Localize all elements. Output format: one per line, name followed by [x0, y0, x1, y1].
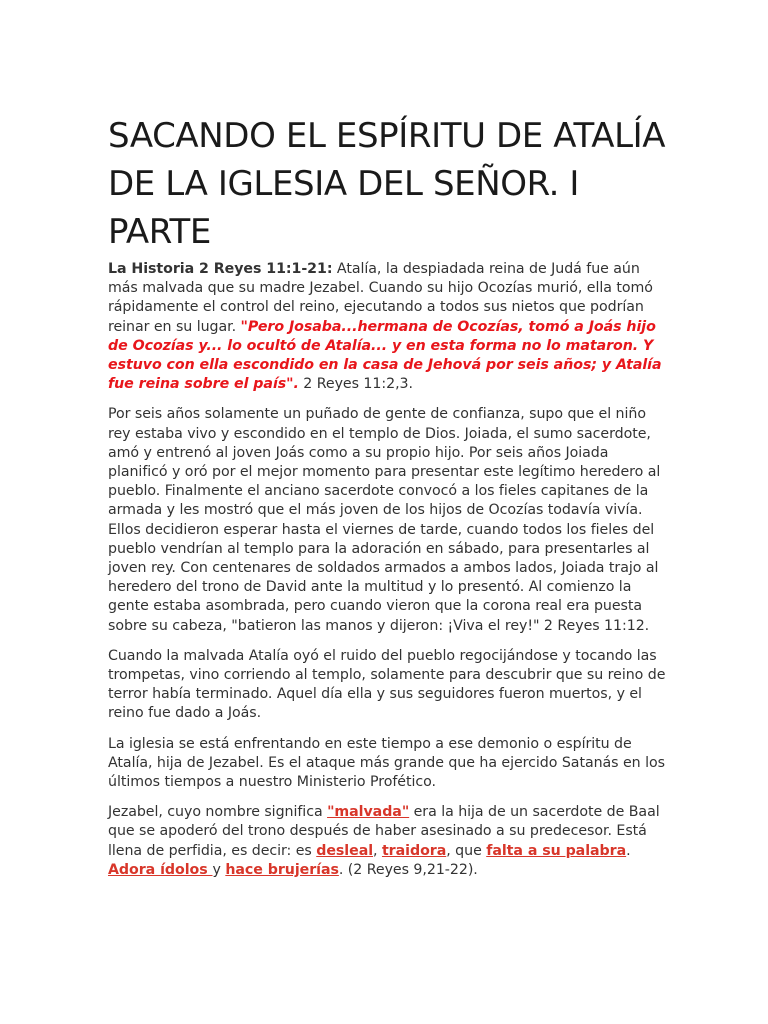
link-adora-idolos[interactable]: Adora ídolos [108, 861, 213, 878]
link-falta-a-su-palabra[interactable]: falta a su palabra [486, 842, 627, 859]
paragraph-3: Cuando la malvada Atalía oyó el ruido del pueblo regocijándose y tocando las trompetas, vino corriendo al templo, solamente para descubrir que su reino de terror había terminado. Aquel día ella y sus seguidores fueron muertos, y el reino fue dado a Joás. [108, 647, 666, 722]
p5-text-2: era la hija de un sacerdote de Baal que se apoderó del trono después de haber asesinado a su predecesor. Está llena de perfidia, es decir: es [108, 804, 660, 859]
link-desleal[interactable]: desleal [316, 842, 374, 859]
p5-text-4: , que [446, 842, 487, 859]
p5-text-5: . [626, 842, 631, 859]
document-page [108, 112, 668, 891]
link-malvada[interactable]: "malvada" [327, 804, 410, 821]
paragraph-5 [108, 803, 668, 880]
title-line-1: SACANDO EL ESPÍRITU DE ATALÍA [108, 116, 666, 156]
bible-quote: "Pero Josaba...hermana de Ocozías, tomó a Joás hijo de Ocozías y... lo ocultó de Atalía... y en esta forma no lo mataron. Y estuvo con ella escondido en la casa de Jehová por seis años; y Atalía fue reina sobre el país". [108, 318, 662, 393]
paragraph-2: Por seis años solamente un puñado de gente de confianza, supo que el niño rey estaba vivo y escondido en el templo de Dios. Joiada, el sumo sacerdote, amó y entrenó al joven Joás como a su propio hijo. Por seis años Joiada planificó y oró por el mejor momento para presentar este legítimo heredero al pueblo. Finalmente el anciano sacerdote convocó a los fieles capitanes de la armada y les mostró que el más joven de los hijos de Ocozías todavía vivía. Ellos decidieron esperar hasta el viernes de tarde, cuando todos los fieles del pueblo vendrían al templo para la adoración en sábado, para presentarles al joven rey. Con centenares de soldados armados a ambos lados, Joiada trajo al heredero del trono de David ante la multitud y lo presentó. Al comienzo la gente estaba asombrada, pero cuando vieron que la corona real era puesta sobre su cabeza, "batieron las manos y dijeron: ¡Viva el rey!" 2 Reyes 11:12. [108, 406, 661, 634]
paragraph-4: La iglesia se está enfrentando en este tiempo a ese demonio o espíritu de Atalía, hija de Jezabel. Es el ataque más grande que ha ejercido Satanás en los últimos tiempos a nuestro Ministerio Profético. [108, 735, 665, 791]
quote-reference: 2 Reyes 11:2,3. [298, 376, 413, 393]
p5-text-3: , [373, 842, 382, 859]
p5-text-7: . (2 Reyes 9,21-22). [338, 861, 478, 878]
p5-text-1: Jezabel, cuyo nombre significa [108, 804, 328, 821]
link-traidora[interactable]: traidora [381, 842, 447, 859]
document-title [108, 112, 668, 256]
intro-text: Atalía, la despiadada reina de Judá fue aún más malvada que su madre Jezabel. Cuando su hijo Ocozías murió, ella tomó rápidamente el control del reino, ejecutando a todos sus nietos que podrían reinar en su lugar. [108, 261, 653, 335]
p5-text-6: y [212, 861, 226, 878]
paragraph-intro [108, 260, 668, 394]
intro-lead: La Historia 2 Reyes 11:1-21: [108, 261, 333, 277]
title-line-2: DE LA IGLESIA DEL SEÑOR. I PARTE [108, 164, 580, 252]
link-hace-brujerias[interactable]: hace brujerías [225, 861, 339, 878]
